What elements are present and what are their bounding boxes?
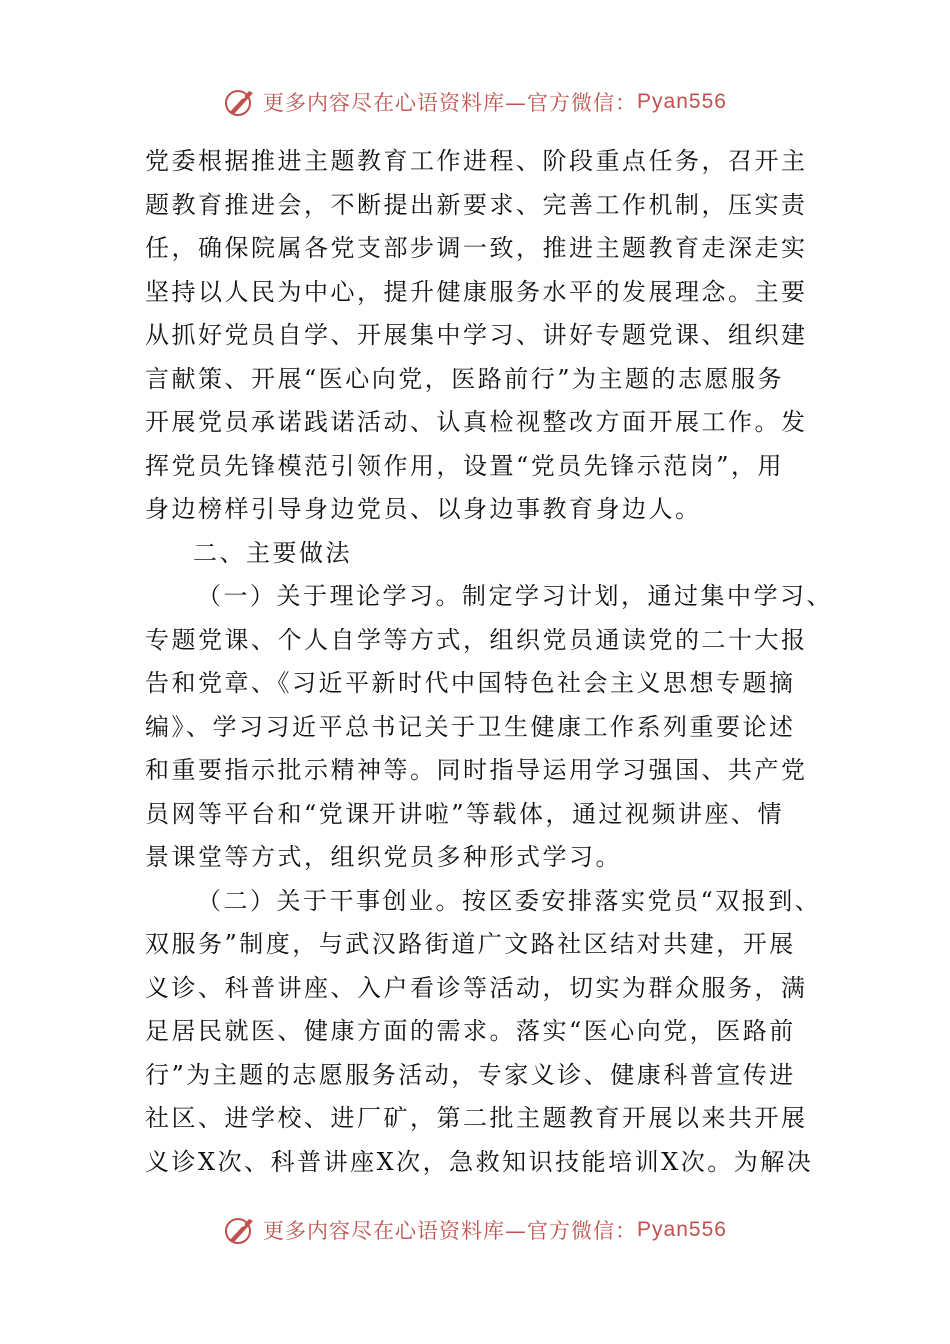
body-line: 专题党课、个人自学等方式，组织党员通读党的二十大报 bbox=[145, 625, 808, 654]
body-line: 行”为主题的志愿服务活动，专家义诊、健康科普宣传进 bbox=[145, 1060, 796, 1089]
body-line: 坚持以人民为中心，提升健康服务水平的发展理念。主要 bbox=[145, 277, 808, 306]
body-line: 和重要指示批示精神等。同时指导运用学习强国、共产党 bbox=[145, 756, 808, 784]
watermark-text: 更多内容尽在心语资料库—官方微信： bbox=[263, 1219, 638, 1243]
watermark-header bbox=[0, 82, 950, 122]
watermark-wechat-id: Pyan556 bbox=[637, 90, 727, 113]
body-line: 任，确保院属各党支部步调一致，推进主题教育走深走实 bbox=[145, 234, 808, 262]
body-line: 编》、学习习近平总书记关于卫生健康工作系列重要论述 bbox=[145, 712, 796, 741]
document-body bbox=[145, 140, 833, 1184]
body-line: 党委根据推进主题教育工作进程、阶段重点任务，召开主 bbox=[145, 147, 808, 175]
watermark-text: 更多内容尽在心语资料库—官方微信： bbox=[263, 91, 638, 115]
body-line: 足居民就医、健康方面的需求。落实“医心向党，医路前 bbox=[145, 1017, 796, 1045]
body-line: 双服务”制度，与武汉路街道广文路社区结对共建，开展 bbox=[145, 930, 796, 958]
watermark-footer bbox=[0, 1210, 950, 1250]
quill-logo-icon bbox=[223, 85, 257, 119]
body-line: （一）关于理论学习。制定学习计划，通过集中学习、 bbox=[197, 582, 833, 610]
section-heading: 二、主要做法 bbox=[193, 538, 352, 567]
body-line: 开展党员承诺践诺活动、认真检视整改方面开展工作。发 bbox=[145, 408, 808, 436]
body-line: 义诊、科普讲座、入户看诊等活动，切实为群众服务，满 bbox=[145, 973, 808, 1002]
quill-logo-icon bbox=[223, 1213, 257, 1247]
body-line: 题教育推进会，不断提出新要求、完善工作机制，压实责 bbox=[145, 190, 808, 219]
body-line: 挥党员先锋模范引领作用，设置“党员先锋示范岗”，用 bbox=[145, 451, 785, 480]
body-line: 员网等平台和“党课开讲啦”等载体，通过视频讲座、情 bbox=[145, 799, 785, 828]
body-line: 社区、进学校、进厂矿，第二批主题教育开展以来共开展 bbox=[145, 1104, 808, 1132]
watermark-wechat-id: Pyan556 bbox=[637, 1218, 727, 1241]
body-line: （二）关于干事创业。按区委安排落实党员“双报到、 bbox=[197, 886, 822, 915]
body-line: 告和党章、《习近平新时代中国特色社会主义思想专题摘 bbox=[145, 669, 796, 697]
body-line: 从抓好党员自学、开展集中学习、讲好专题党课、组织建 bbox=[145, 321, 808, 349]
body-line: 言献策、开展“医心向党，医路前行”为主题的志愿服务 bbox=[145, 364, 785, 393]
body-line: 身边榜样引导身边党员、以身边事教育身边人。 bbox=[145, 495, 702, 523]
body-line: 义诊X次、科普讲座X次，急救知识技能培训X次。为解决 bbox=[145, 1147, 814, 1176]
body-line: 景课堂等方式，组织党员多种形式学习。 bbox=[145, 843, 622, 871]
